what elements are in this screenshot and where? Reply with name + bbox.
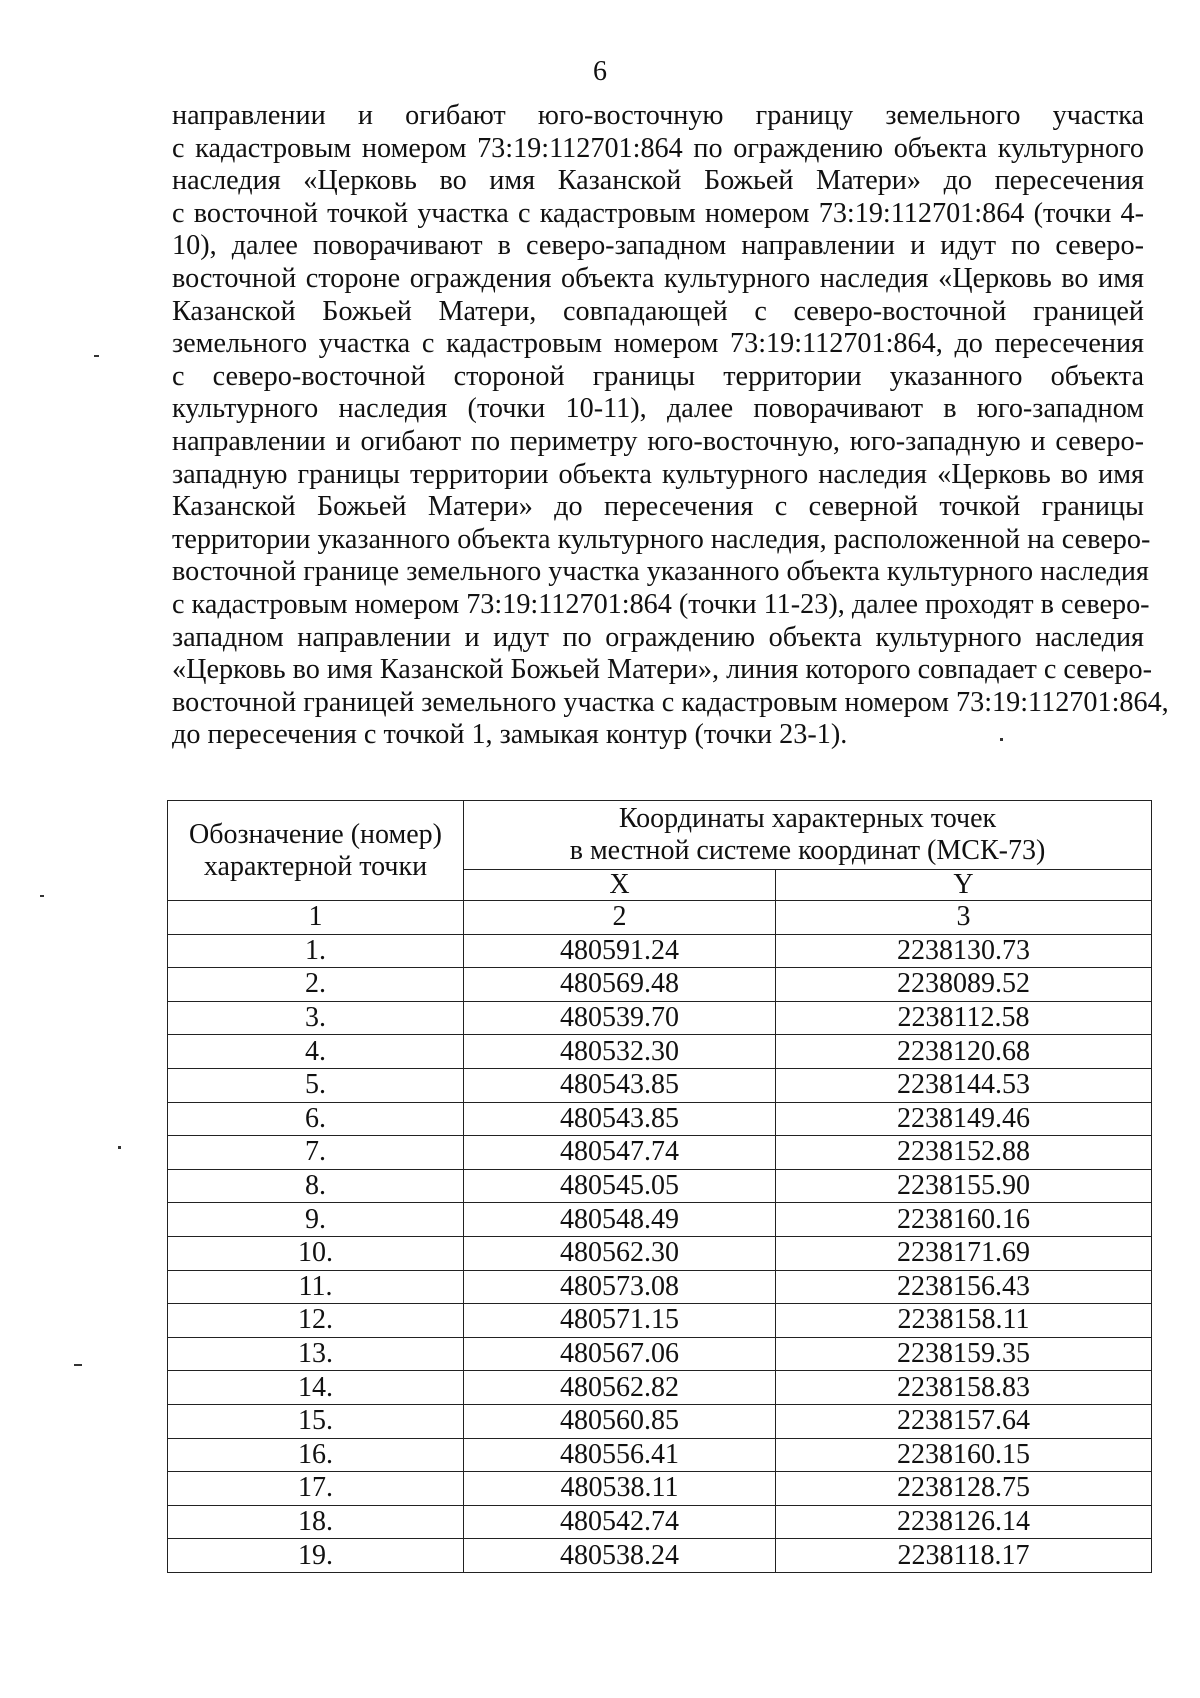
x-cell: 480562.82 bbox=[464, 1371, 776, 1405]
point-cell: 15. bbox=[168, 1404, 464, 1438]
y-cell: 2238126.14 bbox=[776, 1505, 1152, 1539]
x-cell: 480556.41 bbox=[464, 1438, 776, 1472]
y-cell: 2238112.58 bbox=[776, 1001, 1152, 1035]
x-cell: 480538.24 bbox=[464, 1539, 776, 1573]
header-coordinates-line2: в местной системе координат (МСК-73) bbox=[569, 835, 1046, 866]
point-cell: 9. bbox=[168, 1203, 464, 1237]
y-cell: 2238171.69 bbox=[776, 1236, 1152, 1270]
y-cell: 2238155.90 bbox=[776, 1169, 1152, 1203]
table-row bbox=[168, 1236, 1152, 1270]
table-row bbox=[168, 934, 1152, 968]
point-cell: 12. bbox=[168, 1304, 464, 1338]
y-cell: 2238160.16 bbox=[776, 1203, 1152, 1237]
table-row bbox=[168, 1337, 1152, 1371]
y-cell: 2238120.68 bbox=[776, 1035, 1152, 1069]
table-row bbox=[168, 1136, 1152, 1170]
paragraph-line: западном направлении и идут по ограждению объекта культурного наследия bbox=[172, 621, 1144, 653]
coordinates-table bbox=[167, 800, 1152, 1573]
x-cell: 480539.70 bbox=[464, 1001, 776, 1035]
table-row bbox=[168, 1270, 1152, 1304]
y-cell: 2238118.17 bbox=[776, 1539, 1152, 1573]
x-cell: 480543.85 bbox=[464, 1068, 776, 1102]
table-row bbox=[168, 1539, 1152, 1573]
y-cell: 2238149.46 bbox=[776, 1102, 1152, 1136]
column-number-3: 3 bbox=[776, 901, 1152, 935]
scan-speck bbox=[40, 895, 44, 897]
y-cell: 2238089.52 bbox=[776, 968, 1152, 1002]
paragraph-line: направлении и огибают по периметру юго-восточную, юго-западную и северо- bbox=[172, 425, 1144, 457]
column-number-2: 2 bbox=[464, 901, 776, 935]
paragraph-line: восточной границе земельного участка указанного объекта культурного наследия bbox=[172, 556, 1149, 588]
body-paragraph bbox=[172, 100, 1169, 752]
x-cell: 480562.30 bbox=[464, 1236, 776, 1270]
table-row bbox=[168, 1169, 1152, 1203]
header-point-designation bbox=[168, 801, 464, 901]
x-cell: 480538.11 bbox=[464, 1472, 776, 1506]
point-cell: 18. bbox=[168, 1505, 464, 1539]
table-row bbox=[168, 1068, 1152, 1102]
point-cell: 7. bbox=[168, 1136, 464, 1170]
paragraph-line: с кадастровым номером 73:19:112701:864 по ограждению объекта культурного bbox=[172, 132, 1144, 164]
table-row bbox=[168, 1304, 1152, 1338]
table-row bbox=[168, 1001, 1152, 1035]
x-cell: 480547.74 bbox=[464, 1136, 776, 1170]
point-cell: 14. bbox=[168, 1371, 464, 1405]
y-cell: 2238158.83 bbox=[776, 1371, 1152, 1405]
y-cell: 2238144.53 bbox=[776, 1068, 1152, 1102]
page-number: 6 bbox=[593, 56, 607, 87]
scan-speck bbox=[1000, 738, 1003, 741]
table-row bbox=[168, 1438, 1152, 1472]
table-row bbox=[168, 968, 1152, 1002]
paragraph-line: восточной границей земельного участка с кадастровым номером 73:19:112701:864, bbox=[172, 686, 1169, 718]
paragraph-line: до пересечения с точкой 1, замыкая контур (точки 23-1). bbox=[172, 719, 848, 751]
x-cell: 480545.05 bbox=[464, 1169, 776, 1203]
point-cell: 6. bbox=[168, 1102, 464, 1136]
point-cell: 3. bbox=[168, 1001, 464, 1035]
table-row bbox=[168, 1035, 1152, 1069]
point-cell: 11. bbox=[168, 1270, 464, 1304]
paragraph-line: культурного наследия (точки 10-11), далее поворачивают в юго-западном bbox=[172, 393, 1144, 425]
table-row bbox=[168, 1102, 1152, 1136]
point-cell: 1. bbox=[168, 934, 464, 968]
paragraph-line: с восточной точкой участка с кадастровым номером 73:19:112701:864 (точки 4- bbox=[172, 197, 1144, 229]
x-cell: 480567.06 bbox=[464, 1337, 776, 1371]
paragraph-line: Казанской Божьей Матери, совпадающей с северо-восточной границей bbox=[172, 295, 1144, 327]
point-cell: 10. bbox=[168, 1236, 464, 1270]
table-row bbox=[168, 1505, 1152, 1539]
paragraph-line: направлении и огибают юго-восточную границу земельного участка bbox=[172, 100, 1144, 131]
point-cell: 2. bbox=[168, 968, 464, 1002]
x-cell: 480571.15 bbox=[464, 1304, 776, 1338]
point-cell: 5. bbox=[168, 1068, 464, 1102]
table-row bbox=[168, 1472, 1152, 1506]
paragraph-line: Казанской Божьей Матери» до пересечения с северной точкой границы bbox=[172, 491, 1144, 523]
paragraph-line: наследия «Церковь во имя Казанской Божьей Матери» до пересечения bbox=[172, 165, 1144, 197]
point-cell: 16. bbox=[168, 1438, 464, 1472]
paragraph-line: территории указанного объекта культурного наследия, расположенной на северо- bbox=[172, 523, 1151, 555]
y-cell: 2238152.88 bbox=[776, 1136, 1152, 1170]
x-cell: 480532.30 bbox=[464, 1035, 776, 1069]
x-cell: 480542.74 bbox=[464, 1505, 776, 1539]
header-coordinates bbox=[464, 801, 1152, 870]
paragraph-line: восточной стороне ограждения объекта культурного наследия «Церковь во имя bbox=[172, 262, 1144, 294]
scan-speck bbox=[118, 1146, 121, 1149]
x-cell: 480548.49 bbox=[464, 1203, 776, 1237]
x-cell: 480543.85 bbox=[464, 1102, 776, 1136]
table-row bbox=[168, 1404, 1152, 1438]
paragraph-line: «Церковь во имя Казанской Божьей Матери», линия которого совпадает с северо- bbox=[172, 654, 1153, 686]
y-cell: 2238158.11 bbox=[776, 1304, 1152, 1338]
header-point-line1: Обозначение (номер) bbox=[189, 818, 442, 850]
y-cell: 2238159.35 bbox=[776, 1337, 1152, 1371]
x-cell: 480591.24 bbox=[464, 934, 776, 968]
header-x: X bbox=[464, 870, 776, 901]
paragraph-line: с кадастровым номером 73:19:112701:864 (точки 11-23), далее проходят в северо- bbox=[172, 588, 1150, 620]
paragraph-line: 10), далее поворачивают в северо-западном направлении и идут по северо- bbox=[172, 230, 1144, 262]
y-cell: 2238156.43 bbox=[776, 1270, 1152, 1304]
y-cell: 2238130.73 bbox=[776, 934, 1152, 968]
x-cell: 480573.08 bbox=[464, 1270, 776, 1304]
scan-speck bbox=[74, 1364, 82, 1366]
x-cell: 480560.85 bbox=[464, 1404, 776, 1438]
paragraph-line: западную границы территории объекта культурного наследия «Церковь во имя bbox=[172, 458, 1144, 490]
header-point-line2: характерной точки bbox=[203, 850, 428, 882]
header-y: Y bbox=[776, 870, 1152, 901]
point-cell: 8. bbox=[168, 1169, 464, 1203]
y-cell: 2238160.15 bbox=[776, 1438, 1152, 1472]
table-row bbox=[168, 1371, 1152, 1405]
point-cell: 4. bbox=[168, 1035, 464, 1069]
point-cell: 19. bbox=[168, 1539, 464, 1573]
point-cell: 13. bbox=[168, 1337, 464, 1371]
paragraph-line: земельного участка с кадастровым номером 73:19:112701:864, до пересечения bbox=[172, 328, 1144, 360]
column-number-1: 1 bbox=[168, 901, 464, 935]
header-coordinates-line1: Координаты характерных точек bbox=[618, 803, 997, 834]
paragraph-line: с северо-восточной стороной границы территории указанного объекта bbox=[172, 360, 1144, 392]
y-cell: 2238157.64 bbox=[776, 1404, 1152, 1438]
x-cell: 480569.48 bbox=[464, 968, 776, 1002]
table-row bbox=[168, 1203, 1152, 1237]
scan-speck bbox=[94, 355, 99, 357]
point-cell: 17. bbox=[168, 1472, 464, 1506]
y-cell: 2238128.75 bbox=[776, 1472, 1152, 1506]
